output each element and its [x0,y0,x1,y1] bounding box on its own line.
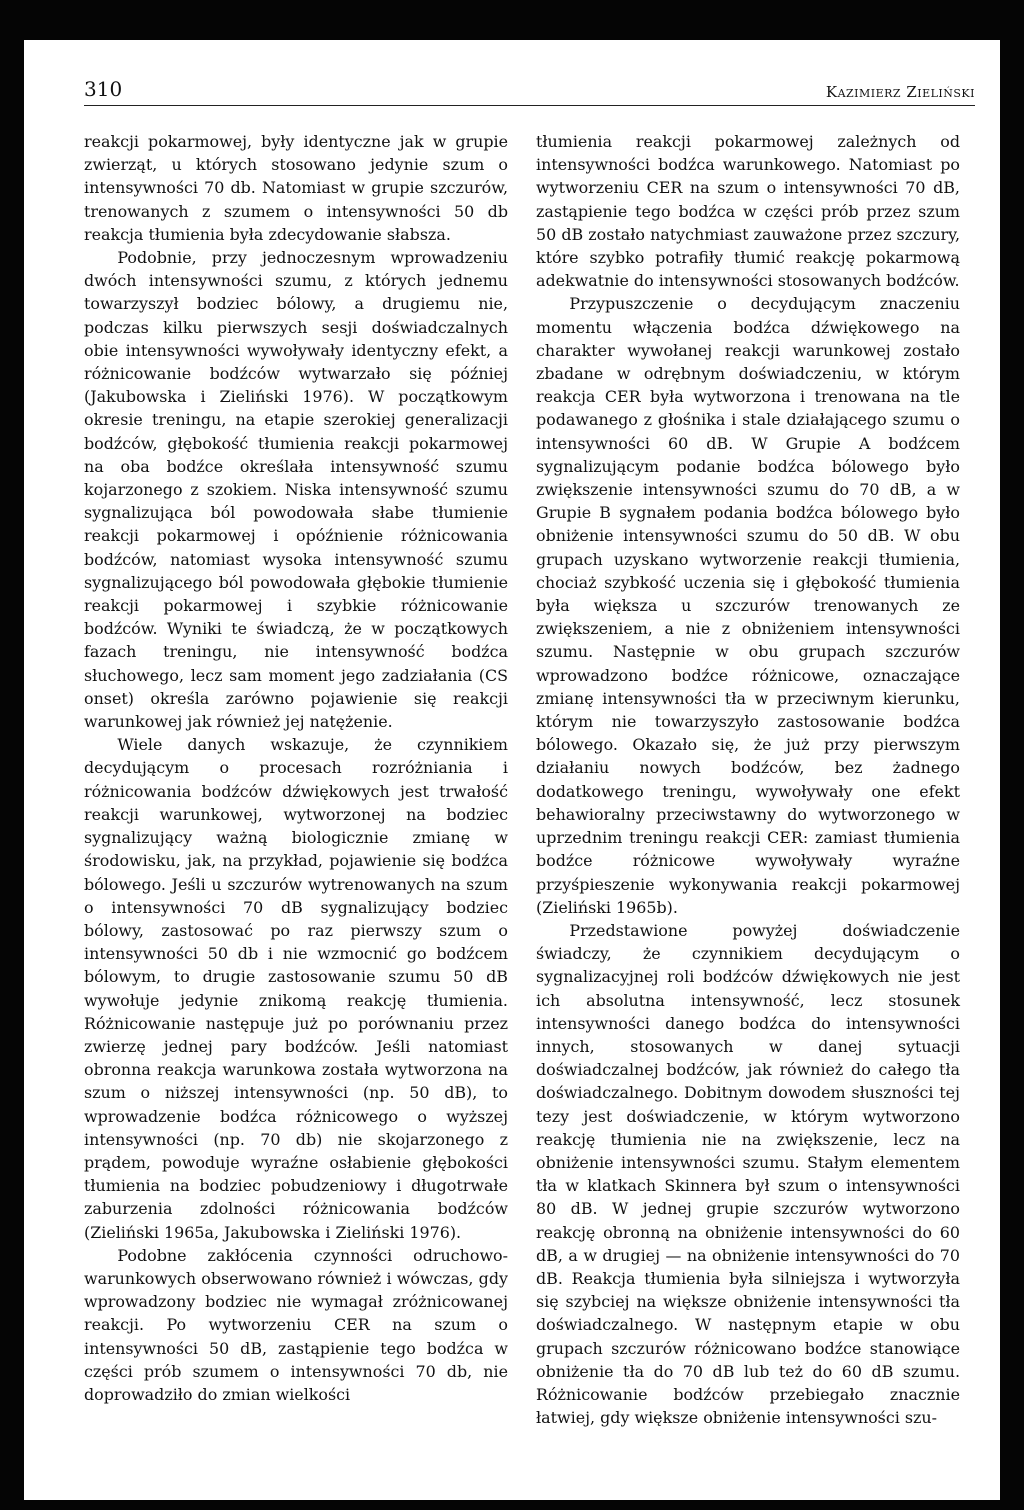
running-head: Kazimierz Zieliński [825,83,975,101]
paragraph: Wiele danych wskazuje, że czynnikiem decydującym o procesach rozróżniania i różnicowania bodźców dźwiękowych jest trwałość reakcji warunkowej, wytworzonej na bodziec sygnalizujący ważną biologicznie zmianę w środowisku, jak, na przykład, pojawienie się bodźca bólowego. Jeśli u szczurów wytrenowanych na szum o intensywności 70 dB sygnalizujący bodziec bólowy, zastosować po raz pierwszy szum o intensywności 50 db i nie wzmocnić go bodźcem bólowym, to drugie zastosowanie szumu 50 dB wywołuje jedynie znikomą reakcję tłumienia. Różnicowanie następuje już po porównaniu przez zwierzę jednej pary bodźców. Jeśli natomiast obronna reakcja warunkowa została wytworzona na szum o niższej intensywności (np. 50 dB), to wprowadzenie bodźca różnicowego o wyższej intensywności (np. 70 db) nie skojarzonego z prądem, powoduje wyraźne osłabienie głębokości tłumienia na bodziec pobudzeniowy i długotrwałe zaburzenia zdolności różnicowania bodźców (Zieliński 1965a, Jakubowska i Zieliński 1976). [84,735,508,1242]
page-number: 310 [84,77,123,101]
paragraph: reakcji pokarmowej, były identyczne jak w grupie zwierząt, u których stosowano jedynie szum o intensywności 70 db. Natomiast w grupie szczurów, trenowanych z szumem o intensywności 50 db reakcja tłumienia była zdecydowanie słabsza. [84,132,508,244]
left-column [84,130,508,1406]
paragraph: Przypuszczenie o decydującym znaczeniu momentu włączenia bodźca dźwiękowego na charakter wywołanej reakcji warunkowej zostało zbadane w odrębnym doświadczeniu, w którym reakcja CER była wytworzona i trenowana na tle podawanego z głośnika i stale działającego szumu o intensywności 60 dB. W Grupie A bodźcem sygnalizującym podanie bodźca bólowego było zwiększenie intensywności szumu do 70 dB, a w Grupie B sygnałem podania bodźca bólowego było obniżenie intensywności szumu do 50 dB. W obu grupach uzyskano wytworzenie reakcji tłumienia, chociaż szybkość uczenia się i głębokość tłumienia była większa u szczurów trenowanych ze zwiększeniem, a nie z obniżeniem intensywności szumu. Następnie w obu grupach szczurów wprowadzono bodźce różnicowe, oznaczające zmianę intensywności tła w przeciwnym kierunku, którym nie towarzyszyło zastosowanie bodźca bólowego. Okazało się, że już przy pierwszym działaniu nowych bodźców, bez żadnego dodatkowego treningu, wywoływały one efekt behawioralny przeciwstawny do wytworzonego w uprzednim treningu reakcji CER: zamiast tłumienia bodźce różnicowe wywoływały wyraźne przyśpieszenie wykonywania reakcji pokarmowej (Zieliński 1965b). [536,294,960,917]
paragraph: tłumienia reakcji pokarmowej zależnych od intensywności bodźca warunkowego. Natomiast po wytworzeniu CER na szum o intensywności 70 dB, zastąpienie tego bodźca w części prób przez szum 50 dB zostało natychmiast zauważone przez szczury, które szybko potrafiły tłumić reakcję pokarmową adekwatnie do intensywności stosowanych bodźców. [536,132,960,291]
page [24,40,1000,1500]
paragraph: Przedstawione powyżej doświadczenie świadczy, że czynnikiem decydującym o sygnalizacyjnej roli bodźców dźwiękowych nie jest ich absolutna intensywność, lecz stosunek intensywności danego bodźca do intensywności innych, stosowanych w danej sytuacji doświadczalnej bodźców, jak również do całego tła doświadczalnego. Dobitnym dowodem słuszności tej tezy jest doświadczenie, w którym wytworzono reakcję tłumienia nie na zwiększenie, lecz na obniżenie intensywności szumu. Stałym elementem tła w klatkach Skinnera był szum o intensywności 80 dB. W jednej grupie szczurów wytworzono reakcję obronną na obniżenie intensywności do 60 dB, a w drugiej — na obniżenie intensywności do 70 dB. Reakcja tłumienia była silniejsza i wytworzyła się szybciej na większe obniżenie intensywności tła doświadczalnego. W następnym etapie w obu grupach szczurów różnicowano bodźce stanowiące obniżenie tła do 70 dB lub też do 60 dB szumu. Różnicowanie bodźców przebiegało znacznie łatwiej, gdy większe obniżenie intensywności szu- [536,920,960,1428]
page-header [84,77,975,106]
paragraph: Podobne zakłócenia czynności odruchowo-warunkowych obserwowano również i wówczas, gdy wprowadzony bodziec nie wymagał zróżnicowanej reakcji. Po wytworzeniu CER na szum o intensywności 50 dB, zastąpienie tego bodźca w części prób szumem o intensywności 70 db, nie doprowadziło do zmian wielkości [84,1245,508,1404]
right-column [536,130,960,1429]
paragraph: Podobnie, przy jednoczesnym wprowadzeniu dwóch intensywności szumu, z których jednemu towarzyszył bodziec bólowy, a drugiemu nie, podczas kilku pierwszych sesji doświadczalnych obie intensywności wywoływały identyczny efekt, a różnicowanie bodźców wytwarzało się później (Jakubowska i Zieliński 1976). W początkowym okresie treningu, na etapie szerokiej generalizacji bodźców, głębokość tłumienia reakcji pokarmowej na oba bodźce określała intensywność szumu kojarzonego z szokiem. Niska intensywność szumu sygnalizująca ból powodowała słabe tłumienie reakcji pokarmowej i opóźnienie różnicowania bodźców, natomiast wysoka intensywność szumu sygnalizującego ból powodowała głębokie tłumienie reakcji pokarmowej i szybkie różnicowanie bodźców. Wyniki te świadczą, że w początkowych fazach treningu, nie intensywność bodźca słuchowego, lecz sam moment jego zadziałania (CS onset) określa zarówno pojawienie się reakcji warunkowej jak również jej natężenie. [84,248,508,732]
